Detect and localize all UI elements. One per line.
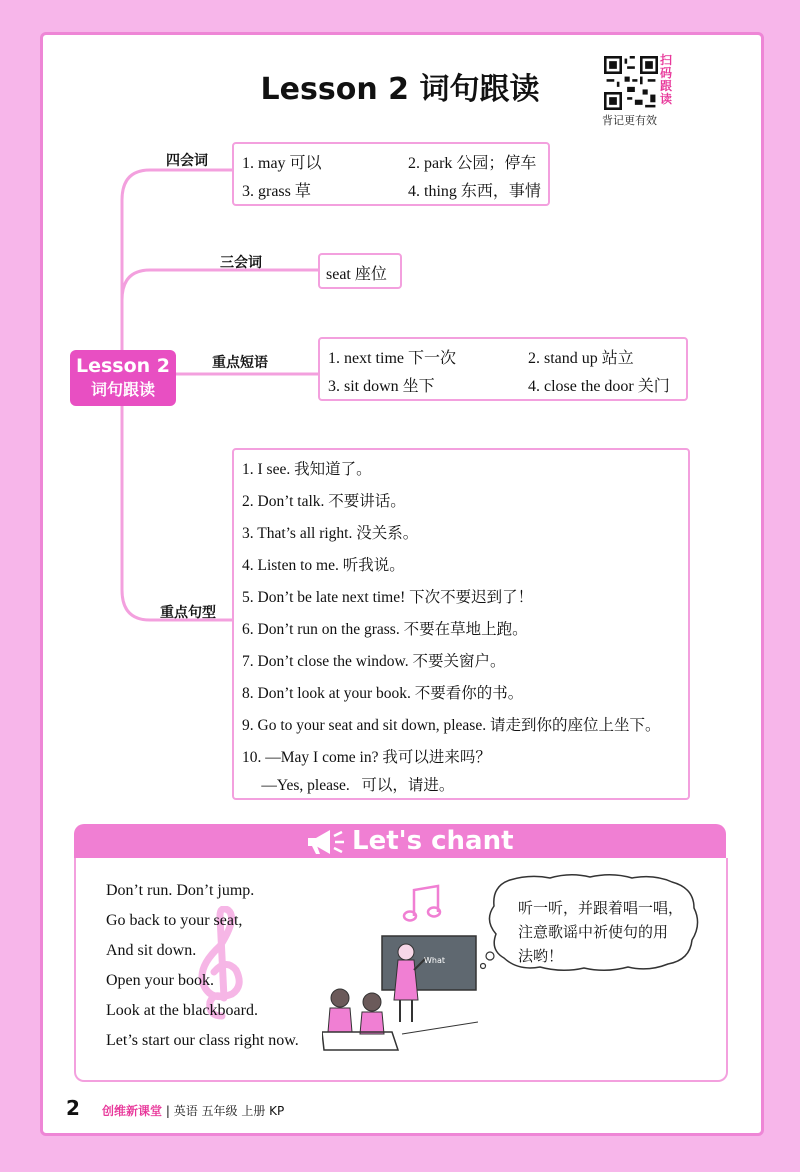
word-item: 1. may 可以	[242, 155, 322, 172]
qr-side-label: 扫码跟读	[660, 53, 673, 106]
classroom-illustration	[322, 930, 478, 1052]
word-item: seat 座位	[326, 266, 387, 283]
word-item: 2. park 公园；停车	[408, 155, 537, 172]
qr-caption: 背记更有效	[602, 114, 657, 127]
sentence-item: 3. That’s all right. 没关系。	[242, 525, 419, 542]
branch-label-sentences: 重点句型	[160, 605, 216, 621]
sentence-item: 7. Don’t close the window. 不要关窗户。	[242, 653, 506, 670]
phrase-item: 3. sit down 坐下	[328, 378, 435, 395]
sentence-item: 6. Don’t run on the grass. 不要在草地上跑。	[242, 621, 528, 638]
lesson-badge	[70, 350, 176, 406]
word-item: 3. grass 草	[242, 183, 311, 200]
chant-line: Open your book.	[106, 972, 214, 989]
chant-line: Look at the blackboard.	[106, 1002, 258, 1019]
sentence-item: 9. Go to your seat and sit down, please. 请走到你的座位上坐下。	[242, 717, 661, 734]
bubble-text-line: 法哟！	[518, 949, 564, 965]
bubble-text-line: 听一听，并跟着唱一唱，	[518, 901, 684, 917]
music-notes-icon	[402, 884, 446, 924]
chant-line: And sit down.	[106, 942, 197, 959]
phrase-item: 4. close the door 关门	[528, 378, 670, 395]
sentence-item: 2. Don’t talk. 不要讲话。	[242, 493, 406, 510]
footer-brand: 创维新课堂	[102, 1104, 163, 1118]
phrase-item: 2. stand up 站立	[528, 350, 634, 367]
branch-label-four-skills: 四会词	[166, 153, 208, 169]
chant-line: Go back to your seat,	[106, 912, 243, 929]
sentences-box	[232, 448, 690, 800]
phrases-box	[318, 337, 688, 401]
page-number: 2	[66, 1096, 80, 1120]
branch-label-three-skills: 三会词	[220, 255, 262, 271]
branch-label-phrases: 重点短语	[212, 355, 268, 371]
chant-title: Let's chant	[352, 826, 514, 856]
badge-line-1: Lesson 2	[75, 355, 171, 377]
badge-line-2: 词句跟读	[90, 380, 155, 399]
footer-course-info: | 英语 五年级 上册 KP	[165, 1104, 285, 1118]
blackboard-text: What	[424, 956, 446, 965]
bubble-text-line: 注意歌谣中祈使句的用	[518, 925, 669, 941]
sentence-item: 10. —May I come in? 我可以进来吗？	[242, 749, 491, 766]
sentence-item: 5. Don’t be late next time! 下次不要迟到了！	[242, 589, 534, 606]
phrase-item: 1. next time 下一次	[328, 350, 456, 367]
word-item: 4. thing 东西，事情	[408, 183, 541, 200]
chant-line: Don’t run. Don’t jump.	[106, 882, 255, 899]
sentence-item: 8. Don’t look at your book. 不要看你的书。	[242, 685, 524, 702]
three-skills-box	[318, 253, 402, 289]
footer-info	[102, 1102, 284, 1119]
four-skills-box	[232, 142, 550, 206]
megaphone-icon	[304, 828, 346, 856]
sentence-item: —Yes, please. 可以，请进。	[242, 777, 455, 794]
page-title: Lesson 2 词句跟读	[260, 72, 540, 107]
chant-line: Let’s start our class right now.	[106, 1032, 299, 1049]
sentence-item: 1. I see. 我知道了。	[242, 461, 372, 478]
sentence-item: 4. Listen to me. 听我说。	[242, 557, 405, 574]
